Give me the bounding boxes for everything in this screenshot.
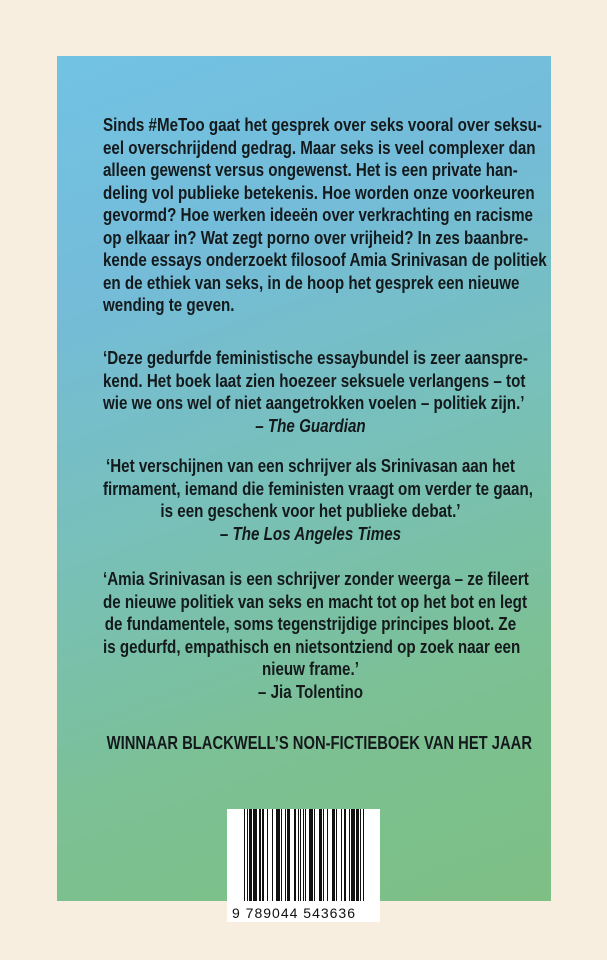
barcode-bar	[360, 809, 361, 901]
barcode-bar	[349, 809, 350, 901]
barcode-bar	[363, 809, 364, 901]
blurb-line: op elkaar in? Wat zegt porno over vrijheid? In zes baanbre-	[103, 226, 529, 248]
barcode-bar	[303, 809, 304, 901]
barcode-bar	[327, 809, 328, 901]
blurb-line: eel overschrijdend gedrag. Maar seks is veel complexer dan	[103, 136, 536, 158]
barcode-bar	[244, 809, 245, 901]
barcode-bar	[341, 809, 342, 901]
barcode-bar	[294, 809, 296, 901]
barcode-bars	[244, 809, 364, 901]
quote-line: is gedurfd, empathisch en nietsontziend op zoek naar een	[103, 635, 521, 657]
barcode-bar	[300, 809, 301, 901]
quote-line: nieuw frame.’	[261, 658, 359, 679]
barcode-bar	[285, 809, 286, 901]
blurb-line: en de ethiek van seks, in de hoop het gesprek een nieuwe	[103, 271, 520, 293]
barcode-bar	[281, 809, 282, 901]
isbn-number: 9 789044 543636	[232, 905, 356, 921]
barcode-bar	[276, 809, 280, 901]
barcode-bar	[253, 809, 257, 901]
barcode-bar	[344, 809, 346, 901]
quote-line: ‘Amia Srinivasan is een schrijver zonder weerga – ze fileert	[103, 568, 529, 589]
quote-source: – Jia Tolentino	[257, 680, 364, 702]
quote-line: firmament, iemand die feministen vraagt om verder te gaan,	[103, 477, 533, 499]
quote-source: – The Los Angeles Times	[219, 522, 402, 544]
review-quote-tolentino	[103, 568, 529, 703]
quote-line: ‘Het verschijnen van een schrijver als Srinivasan aan het	[105, 455, 515, 476]
review-quote-guardian	[103, 347, 528, 437]
quote-line: is een geschenk voor het publieke debat.’	[160, 500, 461, 521]
barcode-bar	[267, 809, 268, 901]
barcode-bar	[259, 809, 260, 901]
isbn-digits	[232, 905, 356, 921]
barcode-bar	[298, 809, 299, 901]
barcode-bar	[287, 809, 289, 901]
blurb-text	[103, 114, 547, 317]
quote-line: kend. Het boek laat zien hoezeer seksuele verlangens – tot	[103, 369, 526, 391]
barcode-bar	[309, 809, 313, 901]
barcode-bar	[356, 809, 358, 901]
barcode-bar	[247, 809, 248, 901]
barcode-bar	[336, 809, 337, 901]
barcode-bar	[319, 809, 321, 901]
blurb-line: alleen gewenst versus ongewenst. Het is een private han-	[103, 159, 518, 180]
barcode-bar	[332, 809, 334, 901]
award-text: WINNAAR BLACKWELL’S NON-FICTIEBOEK VAN HET JAAR	[106, 733, 532, 753]
barcode-bar	[305, 809, 306, 901]
barcode-bar	[351, 809, 355, 901]
isbn-barcode	[227, 809, 380, 922]
blurb-line: kende essays onderzoekt filosoof Amia Srinivasan de politiek	[103, 249, 547, 270]
quote-line: de nieuwe politiek van seks en macht tot op het bot en legt	[103, 590, 527, 612]
barcode-bar	[323, 809, 324, 901]
quote-line: ‘Deze gedurfde feministische essaybundel is zeer aanspre-	[103, 347, 528, 368]
quote-line: de fundamentele, soms tegenstrijdige principes bloot. Ze	[104, 613, 517, 634]
blurb-line: wending te geven.	[103, 294, 235, 315]
barcode-bar	[314, 809, 315, 901]
review-quote-la-times	[103, 455, 533, 545]
blurb-line: gevormd? Hoe werken ideeën over verkrachting en racisme	[103, 204, 534, 225]
barcode-bar	[249, 809, 251, 901]
quote-line: wie we ons wel of niet aangetrokken voelen – politiek zijn.’	[103, 392, 525, 413]
barcode-bar	[262, 809, 264, 901]
blurb-line: Sinds #MeToo gaat het gesprek over seks vooral over seksu-	[103, 114, 542, 135]
award-banner	[60, 733, 554, 754]
blurb-line: deling vol publieke betekenis. Hoe worden onze voorkeuren	[103, 181, 535, 203]
quote-source: – The Guardian	[255, 414, 366, 436]
barcode-bar	[272, 809, 273, 901]
